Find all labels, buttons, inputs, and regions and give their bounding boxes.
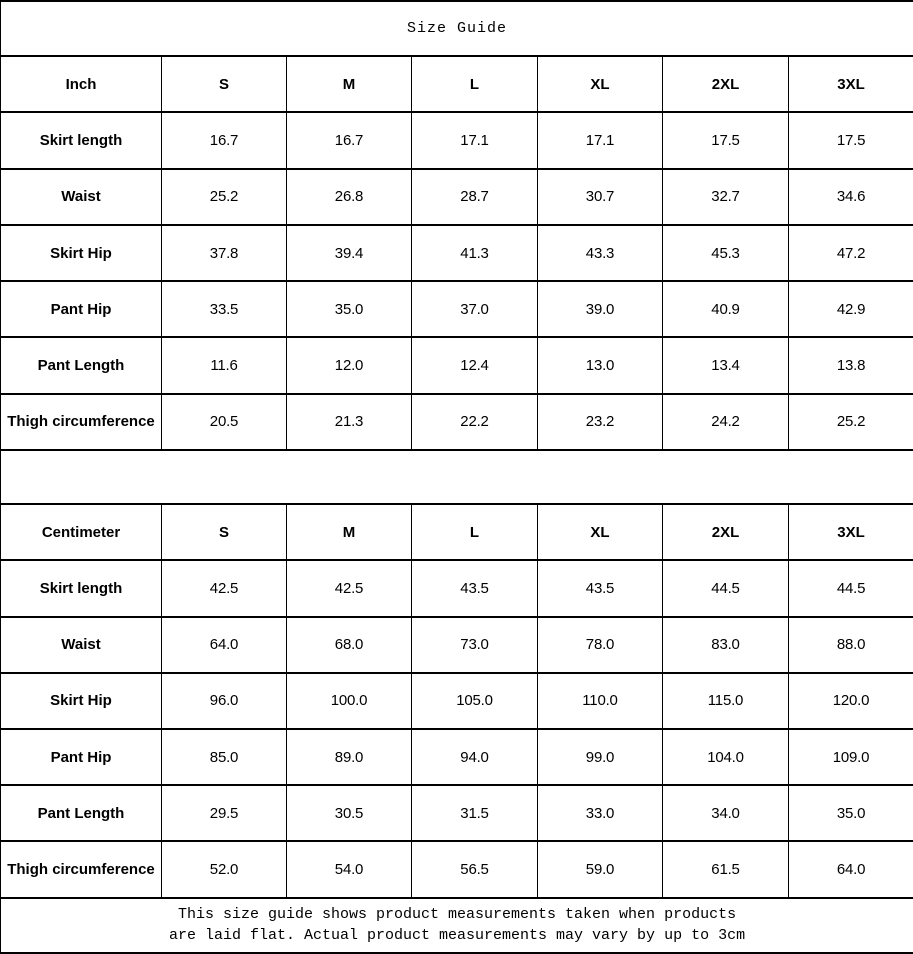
measurement-cell: 34.6: [789, 169, 913, 225]
measurement-cell: 22.2: [412, 394, 538, 450]
measurement-cell: 11.6: [162, 337, 287, 393]
measurement-cell: 24.2: [663, 394, 789, 450]
measurement-cell: 89.0: [287, 729, 412, 785]
measurement-cell: 35.0: [287, 281, 412, 337]
measurement-cell: 61.5: [663, 841, 789, 897]
measurement-cell: 13.0: [538, 337, 663, 393]
measurement-cell: 115.0: [663, 673, 789, 729]
measurement-cell: 52.0: [162, 841, 287, 897]
measurement-cell: 28.7: [412, 169, 538, 225]
measurement-cell: 13.8: [789, 337, 913, 393]
size-header-s: S: [162, 504, 287, 560]
footer-note: [1, 898, 913, 953]
size-header-xl: XL: [538, 56, 663, 112]
measurement-cell: 43.5: [538, 560, 663, 616]
row-label: Waist: [1, 617, 162, 673]
measurement-cell: 110.0: [538, 673, 663, 729]
measurement-cell: 40.9: [663, 281, 789, 337]
cm-header-row: [1, 504, 913, 560]
measurement-cell: 42.5: [162, 560, 287, 616]
measurement-cell: 42.9: [789, 281, 913, 337]
inch-header-row: [1, 56, 913, 112]
footer-row: [1, 898, 913, 953]
measurement-cell: 56.5: [412, 841, 538, 897]
measurement-cell: 25.2: [789, 394, 913, 450]
row-label: Waist: [1, 169, 162, 225]
row-label: Thigh circumference: [1, 394, 162, 450]
measurement-cell: 44.5: [789, 560, 913, 616]
size-header-l: L: [412, 56, 538, 112]
measurement-cell: 85.0: [162, 729, 287, 785]
table-row: [1, 225, 913, 281]
measurement-cell: 88.0: [789, 617, 913, 673]
size-header-m: M: [287, 56, 412, 112]
measurement-cell: 68.0: [287, 617, 412, 673]
measurement-cell: 94.0: [412, 729, 538, 785]
size-header-s: S: [162, 56, 287, 112]
measurement-cell: 109.0: [789, 729, 913, 785]
table-row: [1, 169, 913, 225]
measurement-cell: 21.3: [287, 394, 412, 450]
measurement-cell: 25.2: [162, 169, 287, 225]
measurement-cell: 12.4: [412, 337, 538, 393]
measurement-cell: 17.1: [538, 112, 663, 168]
measurement-cell: 30.7: [538, 169, 663, 225]
table-row: [1, 337, 913, 393]
measurement-cell: 120.0: [789, 673, 913, 729]
row-label: Pant Hip: [1, 281, 162, 337]
measurement-cell: 31.5: [412, 785, 538, 841]
measurement-cell: 12.0: [287, 337, 412, 393]
measurement-cell: 17.5: [663, 112, 789, 168]
table-row: [1, 785, 913, 841]
measurement-cell: 43.3: [538, 225, 663, 281]
measurement-cell: 43.5: [412, 560, 538, 616]
measurement-cell: 32.7: [663, 169, 789, 225]
measurement-cell: 42.5: [287, 560, 412, 616]
spacer-row: [1, 450, 913, 504]
table-row: [1, 112, 913, 168]
measurement-cell: 33.0: [538, 785, 663, 841]
measurement-cell: 37.8: [162, 225, 287, 281]
size-header-3xl: 3XL: [789, 504, 913, 560]
measurement-cell: 20.5: [162, 394, 287, 450]
size-header-3xl: 3XL: [789, 56, 913, 112]
inch-unit-header: Inch: [1, 56, 162, 112]
size-header-2xl: 2XL: [663, 504, 789, 560]
measurement-cell: 17.1: [412, 112, 538, 168]
measurement-cell: 100.0: [287, 673, 412, 729]
measurement-cell: 33.5: [162, 281, 287, 337]
cm-unit-header: Centimeter: [1, 504, 162, 560]
measurement-cell: 16.7: [162, 112, 287, 168]
spacer-cell: [1, 450, 913, 504]
measurement-cell: 23.2: [538, 394, 663, 450]
size-header-xl: XL: [538, 504, 663, 560]
row-label: Pant Length: [1, 337, 162, 393]
table-row: [1, 729, 913, 785]
size-header-l: L: [412, 504, 538, 560]
row-label: Skirt length: [1, 560, 162, 616]
measurement-cell: 45.3: [663, 225, 789, 281]
measurement-cell: 44.5: [663, 560, 789, 616]
measurement-cell: 64.0: [789, 841, 913, 897]
measurement-cell: 99.0: [538, 729, 663, 785]
measurement-cell: 17.5: [789, 112, 913, 168]
row-label: Skirt length: [1, 112, 162, 168]
measurement-cell: 29.5: [162, 785, 287, 841]
measurement-cell: 39.4: [287, 225, 412, 281]
row-label: Thigh circumference: [1, 841, 162, 897]
footer-note-line1: This size guide shows product measurements taken when products: [177, 906, 737, 924]
measurement-cell: 105.0: [412, 673, 538, 729]
measurement-cell: 16.7: [287, 112, 412, 168]
measurement-cell: 96.0: [162, 673, 287, 729]
table-row: [1, 560, 913, 616]
measurement-cell: 26.8: [287, 169, 412, 225]
table-row: [1, 841, 913, 897]
measurement-cell: 30.5: [287, 785, 412, 841]
measurement-cell: 78.0: [538, 617, 663, 673]
measurement-cell: 37.0: [412, 281, 538, 337]
measurement-cell: 13.4: [663, 337, 789, 393]
measurement-cell: 41.3: [412, 225, 538, 281]
table-row: [1, 673, 913, 729]
measurement-cell: 83.0: [663, 617, 789, 673]
table-row: [1, 281, 913, 337]
row-label: Pant Length: [1, 785, 162, 841]
measurement-cell: 64.0: [162, 617, 287, 673]
measurement-cell: 35.0: [789, 785, 913, 841]
table-row: [1, 617, 913, 673]
measurement-cell: 104.0: [663, 729, 789, 785]
measurement-cell: 47.2: [789, 225, 913, 281]
table-row: [1, 394, 913, 450]
size-header-m: M: [287, 504, 412, 560]
measurement-cell: 39.0: [538, 281, 663, 337]
row-label: Skirt Hip: [1, 673, 162, 729]
size-header-2xl: 2XL: [663, 56, 789, 112]
page-title: Size Guide: [1, 1, 913, 56]
measurement-cell: 54.0: [287, 841, 412, 897]
measurement-cell: 34.0: [663, 785, 789, 841]
footer-note-line2: are laid flat. Actual product measurements may vary by up to 3cm: [168, 927, 746, 945]
row-label: Pant Hip: [1, 729, 162, 785]
measurement-cell: 73.0: [412, 617, 538, 673]
row-label: Skirt Hip: [1, 225, 162, 281]
measurement-cell: 59.0: [538, 841, 663, 897]
